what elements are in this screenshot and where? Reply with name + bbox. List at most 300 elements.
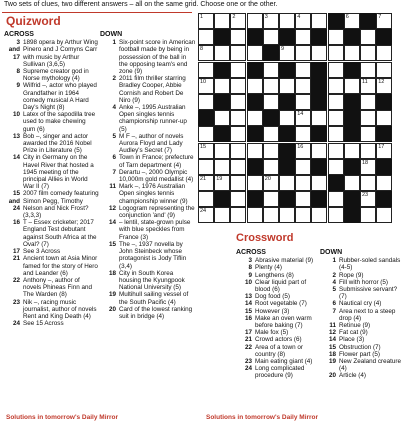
clue-text: Derartu –, 2000 Olympic 10,000m gold medallist (4) — [119, 168, 194, 184]
crossword-down-heading: DOWN — [320, 249, 343, 256]
grid-cell[interactable] — [360, 175, 376, 191]
grid-cell[interactable] — [360, 94, 376, 110]
clue-number: 23 — [244, 358, 252, 366]
crossword-across-heading: ACROSS — [236, 249, 266, 256]
clue-text: 2007 film comedy featuring Simon Pegg, Timothy Nelson and Nick Frost? (3,3,3) — [23, 190, 99, 220]
grid-cell[interactable] — [295, 110, 311, 126]
grid-cell[interactable] — [376, 110, 392, 126]
intro-text: Two sets of clues, two different answers – all on the same grid. Choose one or the other. — [4, 1, 278, 8]
clue-text: Crowd actors (6) — [255, 336, 302, 344]
grid-number: 16 — [297, 143, 304, 150]
clue-text: Logogram representing the conjunction 'and' (9) — [119, 204, 195, 220]
clue-number: 15 and 24 — [8, 190, 20, 212]
clue-item — [100, 241, 196, 270]
clue-number: 22 — [244, 343, 252, 351]
clue-number: 16 — [244, 314, 252, 322]
clue-item — [4, 82, 99, 111]
clue-number: 22 — [12, 276, 20, 284]
grid-cell[interactable] — [263, 159, 279, 175]
grid-block — [376, 94, 392, 110]
grid-cell[interactable] — [214, 45, 230, 61]
grid-cell[interactable] — [360, 207, 376, 223]
clue-item — [320, 308, 406, 322]
grid-cell[interactable] — [214, 159, 230, 175]
grid-cell[interactable] — [247, 143, 263, 159]
grid-number: 21 — [200, 176, 207, 182]
grid-cell[interactable] — [311, 207, 327, 223]
grid-cell[interactable] — [360, 126, 376, 142]
clue-item — [4, 255, 99, 277]
clue-item — [320, 322, 406, 329]
grid-cell[interactable] — [198, 29, 214, 45]
clue-number: 7 — [112, 168, 116, 176]
clue-item — [320, 329, 406, 336]
clue-item — [320, 336, 406, 343]
grid-cell[interactable] — [328, 29, 344, 45]
clue-item — [236, 308, 316, 315]
clue-text: City in Germany on the Havel River that hosted a 1945 meeting of the principal Allies in World War II (7) — [23, 154, 94, 191]
clue-item — [4, 68, 99, 82]
grid-cell[interactable] — [295, 29, 311, 45]
grid-block — [311, 159, 327, 175]
grid-cell[interactable] — [263, 191, 279, 207]
clue-item — [236, 257, 316, 264]
grid-block — [344, 62, 360, 78]
clue-text: The –, 1937 novella by John Steinbeck whose protagonist is Jody Tiflin (3,4) — [119, 240, 187, 270]
clue-number: 21 — [12, 255, 20, 263]
crossword-across-list — [236, 257, 316, 379]
grid-block — [247, 29, 263, 45]
grid-block — [376, 126, 392, 142]
clue-item — [100, 133, 196, 155]
grid-number: 8 — [200, 46, 204, 53]
grid-cell[interactable] — [279, 45, 295, 61]
grid-block — [279, 126, 295, 142]
grid-block — [344, 159, 360, 175]
grid-cell[interactable] — [198, 159, 214, 175]
grid-cell[interactable] — [295, 143, 311, 159]
clue-item — [236, 336, 316, 343]
grid-cell[interactable] — [214, 207, 230, 223]
clue-text: Area next to a steep drop (4) — [339, 307, 396, 322]
grid-cell[interactable] — [328, 45, 344, 61]
grid-number: 24 — [200, 208, 207, 215]
clue-text: Male fox (5) — [255, 329, 289, 337]
grid-cell[interactable] — [376, 13, 392, 29]
clue-text: Main eating giant (4) — [255, 358, 313, 366]
grid-cell[interactable] — [247, 13, 263, 29]
clue-text: Nik –, racing music journalist, author of novels Rent and King Death (4) — [23, 298, 97, 320]
clue-number: 14 — [108, 219, 116, 227]
grid-block — [360, 13, 376, 29]
clue-item — [4, 299, 99, 321]
grid-cell[interactable] — [279, 175, 295, 191]
grid-block — [311, 126, 327, 142]
clue-item — [100, 306, 196, 320]
grid-cell[interactable] — [295, 13, 311, 29]
clue-text: Area of a town or country (8) — [255, 343, 303, 358]
grid-cell[interactable] — [311, 110, 327, 126]
clue-text: Six-point score in American football made by being in possession of the ball in the opposing team's end zone (9) — [119, 39, 196, 76]
grid-cell[interactable] — [230, 191, 246, 207]
clue-number: 2 — [112, 75, 116, 83]
grid-cell[interactable] — [344, 143, 360, 159]
clue-number: 24 — [12, 320, 20, 328]
clue-item — [4, 111, 99, 133]
grid-cell[interactable] — [230, 110, 246, 126]
clue-number: 14 — [12, 154, 20, 162]
clue-text: Plenty (4) — [255, 264, 282, 272]
clue-item — [4, 277, 99, 299]
divider — [2, 12, 192, 13]
clue-item — [100, 39, 196, 75]
clue-text: Town in France; prefecture of Tarn department (4) — [119, 154, 194, 169]
grid-block — [247, 159, 263, 175]
clue-text: Abrasive material (9) — [255, 257, 314, 265]
clue-item — [236, 279, 316, 293]
clue-text: Place (3) — [339, 336, 365, 344]
clue-number: 20 — [108, 305, 116, 313]
grid-block — [279, 143, 295, 159]
grid-cell[interactable] — [376, 143, 392, 159]
clue-number: 6 — [332, 300, 336, 308]
grid-cell[interactable] — [198, 94, 214, 110]
grid-cell[interactable] — [230, 175, 246, 191]
grid-cell[interactable] — [311, 175, 327, 191]
grid-block — [328, 13, 344, 29]
grid-block — [247, 62, 263, 78]
grid-cell[interactable] — [247, 110, 263, 126]
quizword-solutions-note: Solutions in tomorrow's Daily Mirror — [6, 414, 119, 421]
grid-cell[interactable] — [279, 13, 295, 29]
clue-number: 23 — [12, 298, 20, 306]
grid-cell[interactable] — [198, 175, 214, 191]
clue-text: M F –, author of novels Aurora Floyd and Lady Audley's Secret (7) — [119, 132, 184, 155]
grid-cell[interactable] — [295, 126, 311, 142]
grid-cell[interactable] — [360, 159, 376, 175]
grid-cell[interactable] — [360, 62, 376, 78]
grid-cell[interactable] — [376, 175, 392, 191]
clue-number: 11 — [109, 183, 116, 191]
grid-cell[interactable] — [198, 45, 214, 61]
clue-item — [236, 358, 316, 365]
clue-number: 1 — [112, 39, 116, 47]
clue-number: 20 — [328, 372, 336, 380]
grid-cell[interactable] — [360, 29, 376, 45]
quizword-down — [100, 31, 196, 320]
grid-cell[interactable] — [230, 13, 246, 29]
grid-block — [344, 94, 360, 110]
grid-cell[interactable] — [230, 126, 246, 142]
grid-block — [279, 62, 295, 78]
quizword-across-heading: ACROSS — [4, 31, 34, 38]
clue-item — [100, 104, 196, 133]
clue-text: Clear liquid part of blood (6) — [255, 278, 307, 294]
grid-cell[interactable] — [279, 207, 295, 223]
grid-cell[interactable] — [376, 207, 392, 223]
clue-item — [320, 286, 406, 300]
clue-number: 18 — [108, 269, 116, 277]
grid-cell[interactable] — [230, 159, 246, 175]
grid-cell[interactable] — [230, 45, 246, 61]
clue-text: T – Essex cricketer; 2017 England Test debutant against South Africa at the Oval? (7) — [23, 219, 97, 248]
clue-number: 9 — [16, 82, 20, 90]
grid-cell[interactable] — [328, 191, 344, 207]
clue-number: 3 — [248, 257, 252, 265]
clue-number: 16 — [12, 219, 20, 227]
clue-item — [320, 372, 406, 379]
clue-text: Supreme creator god in Norse mythology (4) — [23, 68, 89, 83]
grid-block — [214, 191, 230, 207]
grid-cell[interactable] — [263, 126, 279, 142]
clue-text: See 15 Across — [23, 320, 64, 328]
grid-block — [279, 94, 295, 110]
clue-number: 15 — [328, 343, 336, 351]
clue-text: Rubber-soled sandals (4-5) — [339, 257, 401, 272]
clue-item — [4, 133, 99, 155]
grid-cell[interactable] — [263, 94, 279, 110]
grid-cell[interactable] — [328, 143, 344, 159]
clue-number: 19 — [328, 358, 336, 366]
crossword-down — [320, 249, 406, 380]
grid-cell[interactable] — [328, 94, 344, 110]
clue-number: 5 — [332, 286, 336, 294]
grid-cell[interactable] — [376, 62, 392, 78]
grid-cell[interactable] — [263, 207, 279, 223]
clue-number: 24 — [244, 365, 252, 373]
clue-item — [100, 270, 196, 292]
grid-cell[interactable] — [360, 143, 376, 159]
grid-block — [328, 175, 344, 191]
crossword-across — [236, 249, 316, 380]
clue-number: 9 — [248, 271, 252, 279]
grid-block — [344, 207, 360, 223]
clue-text: Multihull sailing vessel of the South Pacific (4) — [119, 291, 189, 306]
quizword-header — [2, 12, 197, 29]
clue-number: 10 — [244, 278, 252, 286]
grid-block — [263, 45, 279, 61]
grid-cell[interactable] — [295, 78, 311, 94]
grid-cell[interactable] — [344, 175, 360, 191]
grid-cell[interactable] — [295, 45, 311, 61]
clue-item — [320, 358, 406, 372]
grid-cell[interactable] — [247, 175, 263, 191]
grid-cell[interactable] — [328, 78, 344, 94]
grid-cell[interactable] — [311, 13, 327, 29]
grid-cell[interactable] — [311, 143, 327, 159]
clue-item — [4, 39, 99, 68]
clue-number: 15 — [108, 240, 116, 248]
clue-number: 11 — [329, 322, 336, 330]
grid-block — [247, 94, 263, 110]
clue-item — [236, 272, 316, 279]
clue-text: Bob –, singer and actor awarded the 2016 Nobel Prize in Literature (5) — [23, 132, 92, 155]
clue-number: 8 — [16, 68, 20, 76]
clue-item — [320, 351, 406, 358]
grid-cell[interactable] — [247, 207, 263, 223]
grid-block — [214, 29, 230, 45]
grid-block — [263, 110, 279, 126]
clue-number: 7 — [332, 307, 336, 315]
grid-block — [214, 94, 230, 110]
grid-number: 9 — [281, 46, 285, 53]
grid-cell[interactable] — [328, 126, 344, 142]
grid-cell[interactable] — [263, 78, 279, 94]
grid-cell[interactable] — [247, 78, 263, 94]
grid-cell[interactable] — [360, 110, 376, 126]
clue-item — [320, 257, 406, 271]
clue-item — [236, 300, 316, 307]
grid-cell[interactable] — [263, 62, 279, 78]
clue-number: 1 — [332, 257, 336, 265]
grid-block — [376, 29, 392, 45]
grid-block — [214, 126, 230, 142]
clue-item — [320, 272, 406, 279]
grid-cell[interactable] — [214, 110, 230, 126]
clue-text: 1898 opera by Arthur Wing Pinero and J Comyns Carr with music by Arthur Sullivan (3,6,5) — [23, 39, 98, 68]
clue-item — [100, 291, 196, 305]
clue-number: 12 — [108, 204, 116, 212]
clue-text: Long complicated procedure (9) — [255, 365, 305, 380]
grid-number: 19 — [216, 176, 223, 182]
grid-cell[interactable] — [376, 45, 392, 61]
clue-item — [236, 365, 316, 379]
clue-number: 19 — [108, 291, 116, 299]
clue-item — [236, 329, 316, 336]
grid-block — [247, 126, 263, 142]
grid-number: 6 — [345, 14, 349, 20]
clue-item — [320, 344, 406, 351]
clue-number: 14 — [328, 336, 336, 344]
clue-text: Flower part (5) — [339, 350, 380, 358]
grid-block — [311, 62, 327, 78]
clue-number: 4 — [112, 104, 116, 112]
clue-text: 2011 film thriller starring Bradley Cooper, Abbie Cornish and Robert De Niro (9) — [119, 75, 186, 104]
grid-cell[interactable] — [230, 207, 246, 223]
grid-cell[interactable] — [295, 62, 311, 78]
clue-item — [4, 248, 99, 255]
grid-cell[interactable] — [198, 62, 214, 78]
grid-cell[interactable] — [279, 78, 295, 94]
clue-number: 4 — [332, 278, 336, 286]
clue-text: Card of the lowest ranking suit in bridge (4) — [119, 305, 193, 320]
grid-cell[interactable] — [214, 13, 230, 29]
crossword-title: Crossword — [236, 232, 294, 244]
clue-number: 2 — [332, 271, 336, 279]
grid-cell[interactable] — [214, 175, 230, 191]
clue-item — [4, 190, 99, 219]
grid-number: 7 — [378, 14, 382, 20]
grid-cell[interactable] — [295, 94, 311, 110]
grid-cell[interactable] — [295, 191, 311, 207]
grid-cell[interactable] — [198, 191, 214, 207]
clue-item — [100, 183, 196, 205]
grid-cell[interactable] — [311, 45, 327, 61]
grid-number: 10 — [200, 78, 207, 85]
grid-number: 11 — [362, 78, 368, 85]
grid-cell[interactable] — [230, 143, 246, 159]
grid-cell[interactable] — [295, 175, 311, 191]
clue-number: 8 — [248, 264, 252, 272]
grid-cell[interactable] — [214, 78, 230, 94]
grid-cell[interactable] — [198, 207, 214, 223]
grid-cell[interactable] — [214, 143, 230, 159]
clue-text: Root vegetable (7) — [255, 300, 307, 308]
clue-item — [4, 320, 99, 327]
grid-block — [311, 94, 327, 110]
clue-number: 10 — [12, 111, 20, 119]
clue-text: – lentil, state-grown pulse with blue speckles from France (3) — [119, 219, 191, 241]
clue-text: Nautical cry (4) — [339, 300, 382, 308]
grid-cell[interactable] — [344, 78, 360, 94]
grid-cell[interactable] — [230, 78, 246, 94]
grid-cell[interactable] — [247, 45, 263, 61]
grid-cell[interactable] — [198, 13, 214, 29]
grid-block — [311, 191, 327, 207]
grid-cell[interactable] — [376, 78, 392, 94]
grid-number: 3 — [264, 14, 268, 20]
clue-text: Fill with horror (5) — [339, 278, 388, 286]
clue-item — [4, 154, 99, 190]
grid-block — [344, 29, 360, 45]
grid-number: 14 — [297, 111, 304, 118]
grid-cell[interactable] — [198, 126, 214, 142]
grid-cell[interactable] — [344, 45, 360, 61]
grid-cell[interactable] — [328, 110, 344, 126]
grid-cell[interactable] — [198, 143, 214, 159]
clue-text: Latex of the sapodilla tree used to make chewing gum (6) — [23, 111, 96, 133]
clue-number: 18 — [328, 350, 336, 358]
grid-cell[interactable] — [263, 29, 279, 45]
grid-cell[interactable] — [360, 78, 376, 94]
clue-item — [236, 315, 316, 329]
grid-cell[interactable] — [360, 45, 376, 61]
grid-cell[interactable] — [328, 62, 344, 78]
grid-cell[interactable] — [328, 159, 344, 175]
grid-number: 12 — [378, 78, 385, 85]
grid-cell[interactable] — [263, 13, 279, 29]
grid-block — [376, 191, 392, 207]
grid-cell[interactable] — [279, 110, 295, 126]
grid-cell[interactable] — [263, 143, 279, 159]
clue-text: Mark –, 1976 Australian Open singles tennis championship winner (9) — [119, 183, 188, 205]
clue-text: However (3) — [255, 307, 290, 315]
crossword-solutions-note: Solutions in tomorrow's Daily Mirror — [206, 414, 319, 421]
grid-cell[interactable] — [295, 207, 311, 223]
clue-number: 12 — [328, 329, 336, 337]
clue-text: Rope (9) — [339, 271, 364, 279]
grid-cell[interactable] — [295, 159, 311, 175]
grid-cell[interactable] — [344, 13, 360, 29]
clue-number: 17 — [244, 329, 252, 337]
quizword-down-list — [100, 39, 196, 320]
grid-cell[interactable] — [230, 29, 246, 45]
clue-number: 13 — [12, 132, 20, 140]
grid-cell[interactable] — [360, 191, 376, 207]
grid-block — [279, 159, 295, 175]
quizword-down-heading: DOWN — [100, 31, 123, 38]
grid-cell[interactable] — [328, 207, 344, 223]
grid-cell[interactable] — [263, 175, 279, 191]
clue-item — [236, 344, 316, 358]
grid-block — [214, 62, 230, 78]
grid-block — [311, 78, 327, 94]
grid-block — [279, 191, 295, 207]
grid-cell[interactable] — [230, 94, 246, 110]
grid-number: 1 — [200, 14, 204, 20]
grid-cell[interactable] — [198, 78, 214, 94]
grid-cell[interactable] — [230, 62, 246, 78]
